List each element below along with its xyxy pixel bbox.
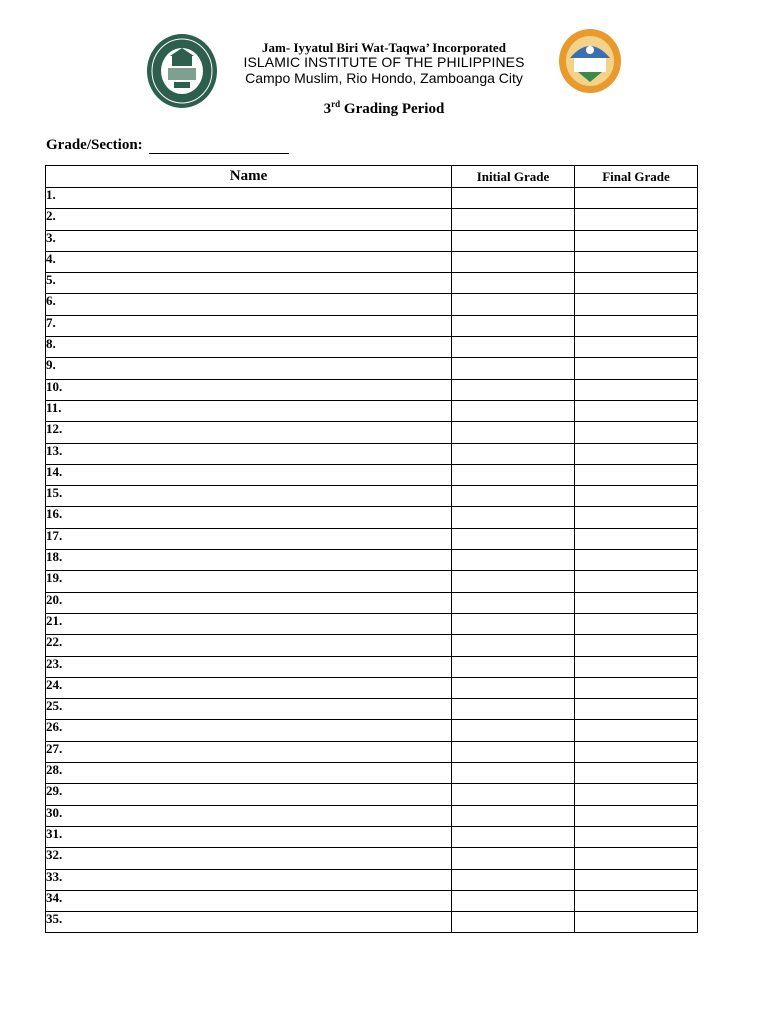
row-number-name-cell[interactable]: 29. [46, 784, 452, 805]
initial-grade-cell[interactable] [452, 699, 575, 720]
table-row [46, 209, 698, 230]
table-row [46, 613, 698, 634]
table-row [46, 464, 698, 485]
table-row [46, 741, 698, 762]
table-row [46, 528, 698, 549]
row-number-name-cell[interactable]: 27. [46, 741, 452, 762]
initial-grade-cell[interactable] [452, 379, 575, 400]
column-header-name: Name [46, 166, 452, 188]
grading-period-title: 3rd Grading Period [323, 99, 445, 117]
document-header [200, 40, 568, 86]
final-grade-cell[interactable] [575, 315, 698, 336]
row-number-name-cell[interactable]: 35. [46, 912, 452, 933]
grades-table [45, 165, 698, 933]
final-grade-cell[interactable] [575, 763, 698, 784]
final-grade-cell[interactable] [575, 677, 698, 698]
initial-grade-cell[interactable] [452, 443, 575, 464]
initial-grade-cell[interactable] [452, 912, 575, 933]
row-number-name-cell[interactable]: 1. [46, 188, 452, 209]
final-grade-cell[interactable] [575, 699, 698, 720]
row-number-name-cell[interactable]: 2. [46, 209, 452, 230]
final-grade-cell[interactable] [575, 741, 698, 762]
row-number-name-cell[interactable]: 9. [46, 358, 452, 379]
institute-emblem-icon [558, 28, 622, 94]
table-row [46, 912, 698, 933]
initial-grade-cell[interactable] [452, 890, 575, 911]
final-grade-cell[interactable] [575, 571, 698, 592]
final-grade-cell[interactable] [575, 358, 698, 379]
initial-grade-cell[interactable] [452, 507, 575, 528]
initial-grade-cell[interactable] [452, 635, 575, 656]
initial-grade-cell[interactable] [452, 230, 575, 251]
table-row [46, 251, 698, 272]
row-number-name-cell[interactable]: 7. [46, 315, 452, 336]
row-number-name-cell[interactable]: 4. [46, 251, 452, 272]
row-number-name-cell[interactable]: 24. [46, 677, 452, 698]
row-number-name-cell[interactable]: 15. [46, 486, 452, 507]
initial-grade-cell[interactable] [452, 571, 575, 592]
final-grade-cell[interactable] [575, 400, 698, 421]
table-row [46, 379, 698, 400]
table-row [46, 230, 698, 251]
table-row [46, 188, 698, 209]
row-number-name-cell[interactable]: 25. [46, 699, 452, 720]
final-grade-cell[interactable] [575, 209, 698, 230]
row-number-name-cell[interactable]: 23. [46, 656, 452, 677]
final-grade-cell[interactable] [575, 635, 698, 656]
grade-section-label: Grade/Section: [46, 137, 143, 153]
table-body [46, 188, 698, 933]
row-number-name-cell[interactable]: 28. [46, 763, 452, 784]
table-row [46, 315, 698, 336]
initial-grade-cell[interactable] [452, 869, 575, 890]
initial-grade-cell[interactable] [452, 337, 575, 358]
initial-grade-cell[interactable] [452, 848, 575, 869]
final-grade-cell[interactable] [575, 912, 698, 933]
row-number-name-cell[interactable]: 30. [46, 805, 452, 826]
initial-grade-cell[interactable] [452, 763, 575, 784]
initial-grade-cell[interactable] [452, 720, 575, 741]
final-grade-cell[interactable] [575, 464, 698, 485]
row-number-name-cell[interactable]: 22. [46, 635, 452, 656]
final-grade-cell[interactable] [575, 784, 698, 805]
row-number-name-cell[interactable]: 31. [46, 826, 452, 847]
institute-name: ISLAMIC INSTITUTE OF THE PHILIPPINES [243, 54, 525, 70]
row-number-name-cell[interactable]: 8. [46, 337, 452, 358]
final-grade-cell[interactable] [575, 251, 698, 272]
initial-grade-cell[interactable] [452, 592, 575, 613]
final-grade-cell[interactable] [575, 720, 698, 741]
table-row [46, 720, 698, 741]
grade-section-blank[interactable] [149, 139, 289, 154]
organization-name: Jam- Iyyatul Biri Wat-Taqwa’ Incorporated [262, 40, 506, 55]
table-row [46, 677, 698, 698]
row-number-name-cell[interactable]: 33. [46, 869, 452, 890]
initial-grade-cell[interactable] [452, 188, 575, 209]
table-row [46, 635, 698, 656]
row-number-name-cell[interactable]: 14. [46, 464, 452, 485]
table-row [46, 571, 698, 592]
row-number-name-cell[interactable]: 32. [46, 848, 452, 869]
row-number-name-cell[interactable]: 3. [46, 230, 452, 251]
initial-grade-cell[interactable] [452, 422, 575, 443]
initial-grade-cell[interactable] [452, 315, 575, 336]
initial-grade-cell[interactable] [452, 400, 575, 421]
row-number-name-cell[interactable]: 21. [46, 613, 452, 634]
row-number-name-cell[interactable]: 18. [46, 550, 452, 571]
initial-grade-cell[interactable] [452, 826, 575, 847]
final-grade-cell[interactable] [575, 528, 698, 549]
final-grade-cell[interactable] [575, 230, 698, 251]
row-number-name-cell[interactable]: 6. [46, 294, 452, 315]
table-row [46, 294, 698, 315]
initial-grade-cell[interactable] [452, 294, 575, 315]
table-row [46, 763, 698, 784]
table-row [46, 507, 698, 528]
column-header-initial-grade: Initial Grade [452, 166, 575, 188]
initial-grade-cell[interactable] [452, 486, 575, 507]
initial-grade-cell[interactable] [452, 251, 575, 272]
final-grade-cell[interactable] [575, 273, 698, 294]
table-row [46, 805, 698, 826]
row-number-name-cell[interactable]: 5. [46, 273, 452, 294]
initial-grade-cell[interactable] [452, 656, 575, 677]
table-row [46, 337, 698, 358]
final-grade-cell[interactable] [575, 486, 698, 507]
grade-section-field [46, 137, 289, 154]
final-grade-cell[interactable] [575, 294, 698, 315]
final-grade-cell[interactable] [575, 805, 698, 826]
table-row [46, 400, 698, 421]
initial-grade-cell[interactable] [452, 550, 575, 571]
row-number-name-cell[interactable]: 20. [46, 592, 452, 613]
table-row [46, 273, 698, 294]
row-number-name-cell[interactable]: 11. [46, 400, 452, 421]
final-grade-cell[interactable] [575, 507, 698, 528]
final-grade-cell[interactable] [575, 848, 698, 869]
final-grade-cell[interactable] [575, 656, 698, 677]
initial-grade-cell[interactable] [452, 273, 575, 294]
table-row [46, 592, 698, 613]
row-number-name-cell[interactable]: 10. [46, 379, 452, 400]
table-row [46, 486, 698, 507]
initial-grade-cell[interactable] [452, 613, 575, 634]
table-row [46, 443, 698, 464]
initial-grade-cell[interactable] [452, 805, 575, 826]
initial-grade-cell[interactable] [452, 209, 575, 230]
column-header-final-grade: Final Grade [575, 166, 698, 188]
initial-grade-cell[interactable] [452, 741, 575, 762]
final-grade-cell[interactable] [575, 337, 698, 358]
table-row [46, 848, 698, 869]
row-number-name-cell[interactable]: 26. [46, 720, 452, 741]
table-header-row [46, 166, 698, 188]
institute-address: Campo Muslim, Rio Hondo, Zamboanga City [245, 70, 523, 86]
initial-grade-cell[interactable] [452, 677, 575, 698]
row-number-name-cell[interactable]: 17. [46, 528, 452, 549]
row-number-name-cell[interactable]: 13. [46, 443, 452, 464]
table-row [46, 699, 698, 720]
row-number-name-cell[interactable]: 16. [46, 507, 452, 528]
row-number-name-cell[interactable]: 19. [46, 571, 452, 592]
final-grade-cell[interactable] [575, 890, 698, 911]
final-grade-cell[interactable] [575, 592, 698, 613]
final-grade-cell[interactable] [575, 188, 698, 209]
table-row [46, 656, 698, 677]
final-grade-cell[interactable] [575, 422, 698, 443]
final-grade-cell[interactable] [575, 550, 698, 571]
final-grade-cell[interactable] [575, 869, 698, 890]
table-row [46, 869, 698, 890]
final-grade-cell[interactable] [575, 379, 698, 400]
initial-grade-cell[interactable] [452, 528, 575, 549]
table-row [46, 826, 698, 847]
final-grade-cell[interactable] [575, 613, 698, 634]
table-row [46, 890, 698, 911]
table-row [46, 550, 698, 571]
table-row [46, 358, 698, 379]
table-row [46, 422, 698, 443]
final-grade-cell[interactable] [575, 443, 698, 464]
table-row [46, 784, 698, 805]
final-grade-cell[interactable] [575, 826, 698, 847]
initial-grade-cell[interactable] [452, 358, 575, 379]
row-number-name-cell[interactable]: 12. [46, 422, 452, 443]
initial-grade-cell[interactable] [452, 784, 575, 805]
initial-grade-cell[interactable] [452, 464, 575, 485]
row-number-name-cell[interactable]: 34. [46, 890, 452, 911]
